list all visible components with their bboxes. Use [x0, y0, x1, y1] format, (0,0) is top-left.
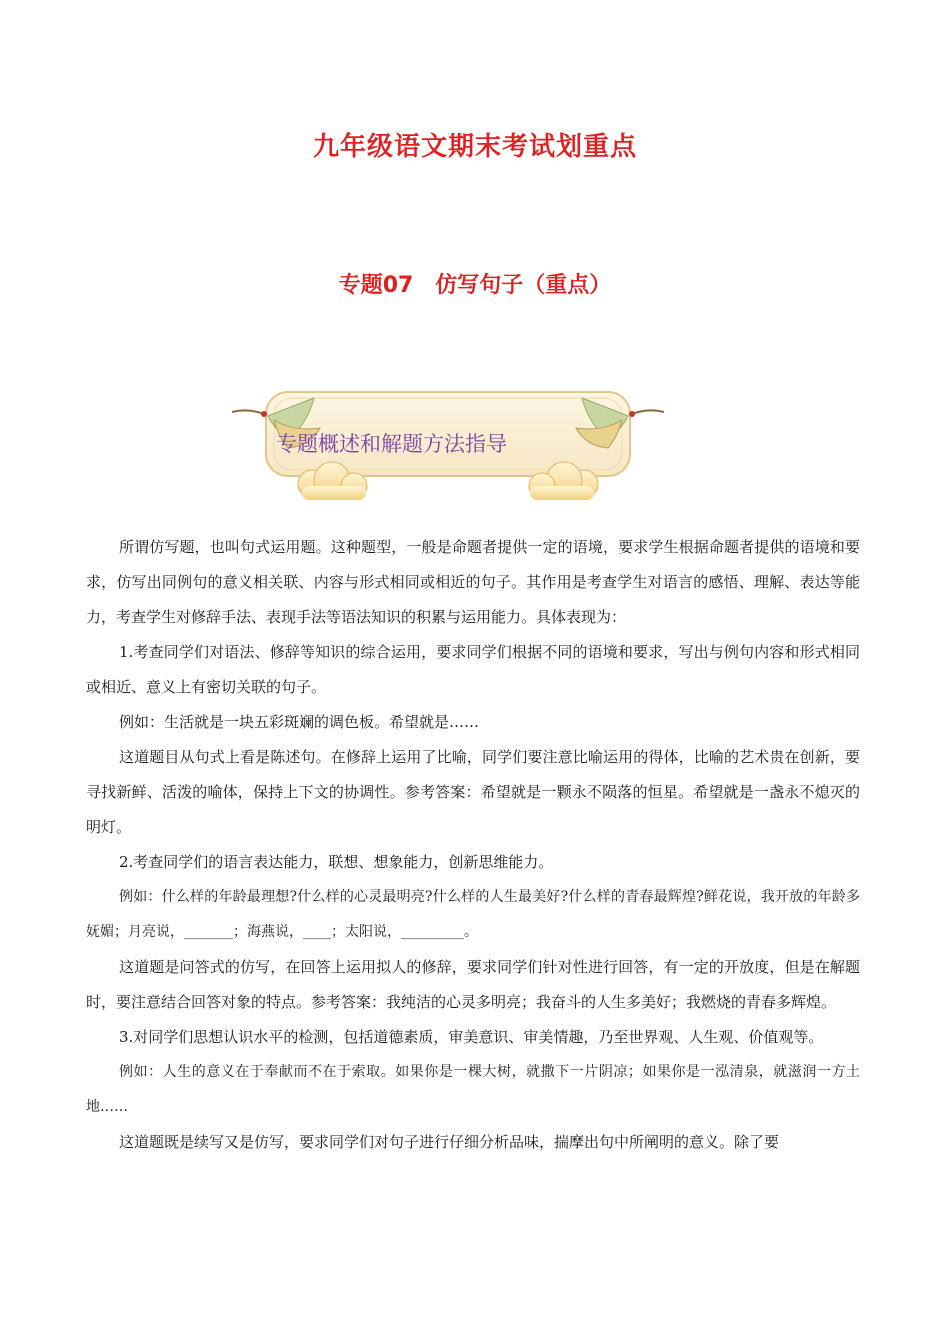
body-text: [86, 530, 860, 1160]
paragraph: 这道题既是续写又是仿写，要求同学们对句子进行仔细分析品味，揣摩出句中所阐明的意义。除了要: [119, 1133, 780, 1151]
section-banner: [228, 388, 668, 506]
banner-heading: 专题概述和解题方法指导: [276, 432, 507, 456]
paragraph: 这道题目从句式上看是陈述句。在修辞上运用了比喻，同学们要注意比喻运用的得体，比喻的艺术贵在创新，要寻找新鲜、活泼的喻体，保持上下文的协调性。参考答案：希望就是一颗永不陨落的恒星。希望就是一盏永不熄灭的明灯。: [86, 748, 860, 836]
paragraph: 这道题是问答式的仿写，在回答上运用拟人的修辞，要求同学们针对性进行回答，有一定的开放度，但是在解题时，要注意结合回答对象的特点。参考答案：我纯洁的心灵多明亮；我奋斗的人生多美好；我燃烧的青春多辉煌。: [86, 958, 860, 1011]
document-title: 九年级语文期末考试划重点: [312, 132, 637, 162]
example-paragraph: 例如：人生的意义在于奉献而不在于索取。如果你是一棵大树，就撒下一片阴凉；如果你是一泓清泉，就滋润一方土地……: [86, 1064, 860, 1115]
example-paragraph: 例如：什么样的年龄最理想?什么样的心灵最明亮?什么样的人生最美好?什么样的青春最辉煌?鲜花说，我开放的年龄多妩媚；月亮说，_______；海燕说，____；太阳说，_________。: [86, 889, 860, 940]
paragraph: 3.对同学们思想认识水平的检测，包括道德素质，审美意识、审美情趣，乃至世界观、人生观、价值观等。: [119, 1028, 824, 1046]
paragraph: 所谓仿写题，也叫句式运用题。这种题型，一般是命题者提供一定的语境，要求学生根据命题者提供的语境和要求，仿写出同例句的意义相关联、内容与形式相同或相近的句子。其作用是考查学生对语言的感悟、理解、表达等能力，考查学生对修辞手法、表现手法等语法知识的积累与运用能力。具体表现为：: [86, 538, 860, 626]
example-paragraph: 例如：生活就是一块五彩斑斓的调色板。希望就是……: [119, 713, 480, 731]
topic-subtitle: 专题07 仿写句子（重点）: [338, 273, 612, 298]
paragraph: 2.考查同学们的语言表达能力，联想、想象能力，创新思维能力。: [119, 853, 554, 871]
paragraph: 1.考查同学们对语法、修辞等知识的综合运用，要求同学们根据不同的语境和要求，写出与例句内容和形式相同或相近、意义上有密切关联的句子。: [86, 643, 860, 696]
